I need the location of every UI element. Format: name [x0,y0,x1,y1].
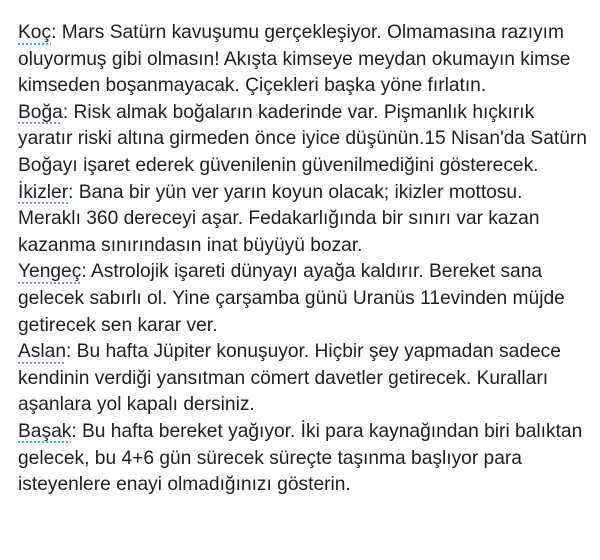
entry-text-boga: : Risk almak boğaların kaderinde var. Pişmanlık hıçkırık yaratır riski altına girmeden önce iyice düşünün.15 Nisan'da Satürn Boğayı işaret ederek güvenilenin güvenilmediğini gösterecek. [18,101,587,176]
entry-ikizler [18,180,590,260]
entry-text-koc: : Mars Satürn kavuşumu gerçekleşiyor. Olmamasına razıyım oluyormuş gibi olmasın! Akışta kimseye meydan okumayın kimse kimseden boşanmayacak. Çiçekleri başka yöne fırlatın. [18,22,571,97]
entry-yengec [18,259,590,339]
entry-text-yengec: : Astrolojik işareti dünyayı ayağa kaldırır. Bereket sana gelecek sabırlı ol. Yine çarşamba günü Uranüs 11evinden müjde getirecek sen karar ver. [18,261,565,336]
entry-basak [18,419,590,499]
sign-label-boga: Boğa [18,101,63,123]
entry-boga [18,100,590,180]
sign-label-ikizler: İkizler [18,181,69,203]
entry-aslan [18,339,590,419]
entry-text-ikizler: : Bana bir yün ver yarın koyun olacak; ikizler mottosu. Meraklı 360 dereceyi aşar. Fedakarlığında bir sınırı var kazan kazanma sınırındasın inat büyüyü bozar. [18,181,540,256]
sign-label-yengec: Yengeç [18,261,82,283]
entry-text-aslan: : Bu hafta Jüpiter konuşuyor. Hiçbir şey yapmadan sadece kendinin verdiği yansıtman cömert davetler getirecek. Kuralları aşanlara yol kapalı dersiniz. [18,341,561,416]
sign-label-aslan: Aslan [18,341,66,363]
sign-label-koc: Koç [18,22,52,43]
entry-koc [18,20,590,100]
sign-label-basak: Başak [18,420,72,442]
entry-text-basak: : Bu hafta bereket yağıyor. İki para kaynağından biri balıktan gelecek, bu 4+6 gün sürecek süreçte taşınma başlıyor para isteyenlere enayi olmadığınızı gösterin. [18,420,583,496]
